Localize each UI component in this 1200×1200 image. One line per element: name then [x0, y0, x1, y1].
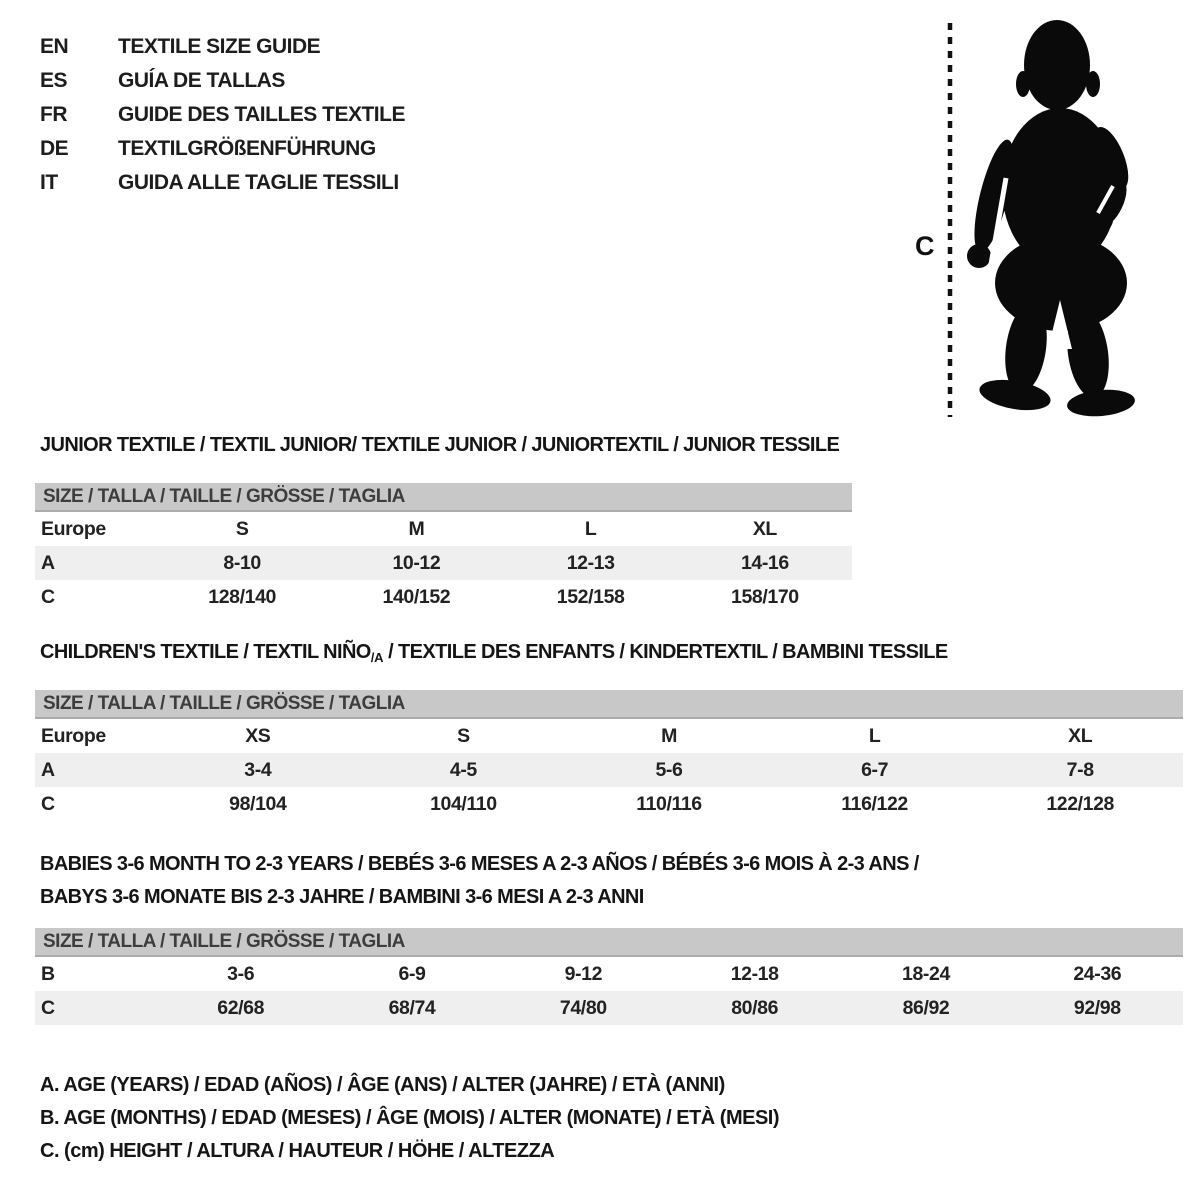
row-label: C — [41, 792, 55, 815]
row-label: Europe — [41, 724, 106, 747]
table-cell: XL — [752, 517, 777, 540]
language-title: TEXTILGRÖßENFÜHRUNG — [118, 137, 376, 160]
table-row — [35, 787, 1183, 821]
table-cell: 104/110 — [430, 792, 497, 815]
toddler-silhouette-figure — [905, 15, 1155, 425]
language-code: FR — [40, 103, 67, 126]
table-cell: 9-12 — [564, 962, 603, 985]
table-cell: 140/152 — [382, 585, 451, 608]
table-cell: 122/128 — [1046, 792, 1115, 815]
table-cell: 14-16 — [740, 551, 789, 574]
figure-hand-right — [1093, 210, 1113, 230]
language-title: GUIDE DES TAILLES TEXTILE — [118, 103, 405, 126]
table-cell: 10-12 — [392, 551, 441, 574]
table-cell: 24-36 — [1073, 962, 1122, 985]
table-cell: 6-9 — [398, 962, 426, 985]
figure-foot-right — [1066, 387, 1136, 419]
figure-head — [1024, 20, 1090, 110]
row-label: B — [41, 962, 55, 985]
table-cell: 62/68 — [217, 996, 265, 1019]
table-cell: 158/170 — [731, 585, 799, 608]
babies-size-table — [35, 928, 1183, 1025]
language-code: EN — [40, 35, 69, 58]
babies-size-header-bar: SIZE / TALLA / TAILLE / GRÖSSE / TAGLIA — [35, 928, 1183, 957]
row-label: A — [41, 758, 55, 781]
figure-ear-right — [1086, 71, 1100, 97]
table-cell: 110/116 — [636, 792, 702, 815]
junior-size-header-bar: SIZE / TALLA / TAILLE / GRÖSSE / TAGLIA — [35, 483, 852, 512]
row-label: Europe — [41, 517, 106, 540]
table-row — [35, 753, 1183, 787]
language-code: IT — [40, 171, 58, 194]
row-label: C — [41, 585, 55, 608]
figure-foot-left — [977, 375, 1053, 415]
language-title: TEXTILE SIZE GUIDE — [118, 35, 321, 58]
table-cell: M — [661, 724, 677, 747]
table-row — [35, 512, 852, 546]
table-cell: L — [584, 517, 597, 540]
table-cell: 3-4 — [244, 758, 272, 781]
table-cell: 12-13 — [566, 551, 615, 574]
children-title-pre: CHILDREN'S TEXTILE / TEXTIL NIÑO — [40, 641, 371, 663]
table-cell: 74/80 — [559, 996, 607, 1019]
language-code: ES — [40, 69, 68, 92]
table-cell: 12-18 — [730, 962, 779, 985]
table-row — [35, 957, 1183, 991]
table-cell: XS — [245, 724, 271, 747]
table-cell: S — [457, 724, 470, 747]
table-cell: 98/104 — [229, 792, 287, 815]
children-title-post: / TEXTILE DES ENFANTS / KINDERTEXTIL / BAMBINI TESSILE — [383, 641, 948, 663]
table-cell: S — [235, 517, 249, 540]
legend-line-b: B. AGE (MONTHS) / EDAD (MESES) / ÂGE (MOIS) / ALTER (MONATE) / ETÀ (MESI) — [40, 1107, 780, 1129]
table-cell: L — [868, 724, 881, 747]
legend-line-a: A. AGE (YEARS) / EDAD (AÑOS) / ÂGE (ANS) / ALTER (JAHRE) / ETÀ (ANNI) — [40, 1074, 725, 1096]
children-size-table — [35, 690, 1183, 821]
legend-line-c: C. (cm) HEIGHT / ALTURA / HAUTEUR / HÖHE / ALTEZZA — [40, 1140, 555, 1162]
junior-size-table — [35, 483, 852, 614]
language-title: GUIDA ALLE TAGLIE TESSILI — [118, 171, 399, 194]
children-size-header-bar: SIZE / TALLA / TAILLE / GRÖSSE / TAGLIA — [35, 690, 1183, 719]
measure-legend — [40, 1069, 779, 1168]
table-cell: 116/122 — [841, 792, 908, 815]
language-row-en — [40, 30, 405, 64]
table-cell: 8-10 — [223, 551, 261, 574]
language-title-list — [40, 30, 405, 200]
table-cell: XL — [1068, 724, 1093, 747]
children-title-subscript: /A — [370, 650, 384, 665]
babies-title-line2: BABYS 3-6 MONATE BIS 2-3 JAHRE / BAMBINI 3-6 MESI A 2-3 ANNI — [40, 886, 644, 908]
table-row — [35, 580, 852, 614]
language-row-de — [40, 132, 405, 166]
row-label: C — [41, 996, 55, 1019]
junior-section-title: JUNIOR TEXTILE / TEXTIL JUNIOR/ TEXTILE JUNIOR / JUNIORTEXTIL / JUNIOR TESSILE — [40, 434, 840, 456]
table-cell: 5-6 — [655, 758, 683, 781]
table-cell: M — [408, 517, 425, 540]
table-cell: 80/86 — [731, 996, 779, 1019]
language-row-fr — [40, 98, 405, 132]
language-row-it — [40, 166, 405, 200]
table-cell: 4-5 — [449, 758, 477, 781]
children-section-title — [40, 641, 948, 664]
table-cell: 92/98 — [1073, 996, 1121, 1019]
figure-hand-left — [967, 244, 991, 268]
row-label: A — [41, 551, 55, 574]
language-row-es — [40, 64, 405, 98]
toddler-figure — [966, 20, 1136, 419]
table-row — [35, 719, 1183, 753]
table-cell: 152/158 — [556, 585, 625, 608]
table-cell: 7-8 — [1066, 758, 1094, 781]
height-measure-label: C — [915, 231, 935, 261]
table-cell: 6-7 — [861, 758, 889, 781]
table-row — [35, 546, 852, 580]
table-cell: 68/74 — [388, 996, 436, 1019]
table-cell: 86/92 — [902, 996, 950, 1019]
babies-section-title — [40, 848, 919, 914]
language-title: GUÍA DE TALLAS — [118, 69, 285, 92]
table-row — [35, 991, 1183, 1025]
figure-ear-left — [1016, 71, 1030, 97]
language-code: DE — [40, 137, 69, 160]
babies-title-line1: BABIES 3-6 MONTH TO 2-3 YEARS / BEBÉS 3-6 MESES A 2-3 AÑOS / BÉBÉS 3-6 MOIS À 2-3 ANS / — [40, 853, 919, 875]
table-cell: 3-6 — [227, 962, 255, 985]
table-cell: 18-24 — [902, 962, 950, 985]
table-cell: 128/140 — [208, 585, 276, 608]
